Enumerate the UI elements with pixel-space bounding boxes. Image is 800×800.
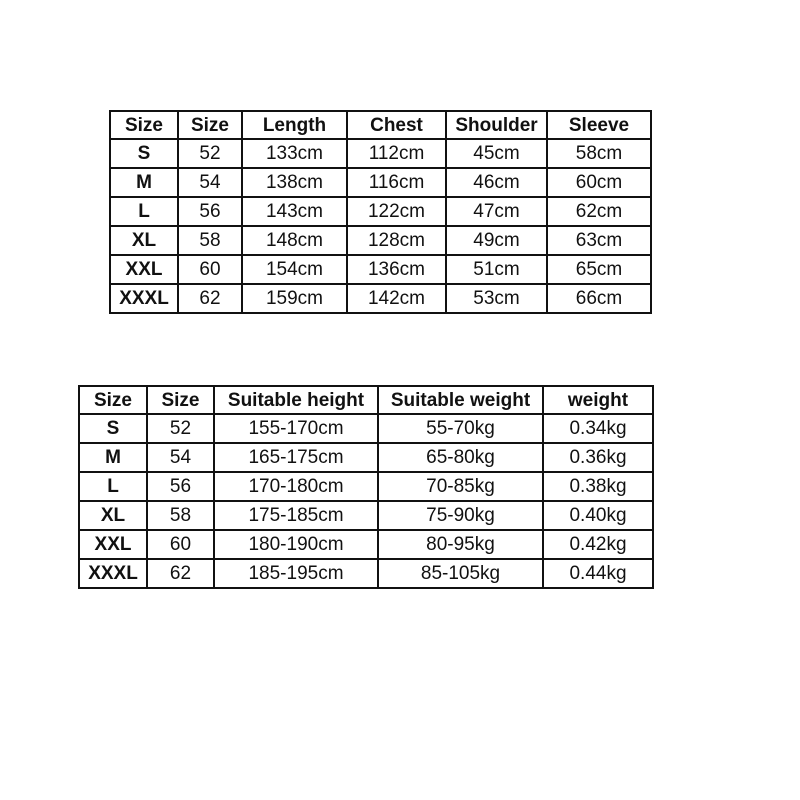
- table-cell: 51cm: [446, 255, 547, 284]
- header-cell: Size: [178, 111, 242, 139]
- size-label-cell: XXL: [110, 255, 178, 284]
- size-label-cell: XXXL: [110, 284, 178, 313]
- table-row: [110, 139, 651, 168]
- table-cell: 60cm: [547, 168, 651, 197]
- table-cell: 143cm: [242, 197, 347, 226]
- table-cell: 56: [147, 472, 214, 501]
- header-cell: Chest: [347, 111, 446, 139]
- table-cell: 54: [147, 443, 214, 472]
- table-cell: 0.42kg: [543, 530, 653, 559]
- table-cell: 138cm: [242, 168, 347, 197]
- table-cell: 180-190cm: [214, 530, 378, 559]
- table-cell: 116cm: [347, 168, 446, 197]
- table-cell: 0.40kg: [543, 501, 653, 530]
- size-label-cell: M: [79, 443, 147, 472]
- header-cell: Suitable weight: [378, 386, 543, 414]
- table-cell: 128cm: [347, 226, 446, 255]
- table-row: [110, 168, 651, 197]
- header-cell: Size: [147, 386, 214, 414]
- table-cell: 46cm: [446, 168, 547, 197]
- header-cell: Size: [110, 111, 178, 139]
- size-label-cell: XL: [79, 501, 147, 530]
- table-cell: 0.36kg: [543, 443, 653, 472]
- table-cell: 63cm: [547, 226, 651, 255]
- table-cell: 0.38kg: [543, 472, 653, 501]
- table-row: [79, 530, 653, 559]
- header-cell: Suitable height: [214, 386, 378, 414]
- table-cell: 112cm: [347, 139, 446, 168]
- table-header-row: [110, 111, 651, 139]
- table-cell: 70-85kg: [378, 472, 543, 501]
- table-header-row: [79, 386, 653, 414]
- table-cell: 62: [147, 559, 214, 588]
- table-cell: 170-180cm: [214, 472, 378, 501]
- table-cell: 53cm: [446, 284, 547, 313]
- table-cell: 62: [178, 284, 242, 313]
- table-cell: 52: [178, 139, 242, 168]
- table-row: [79, 414, 653, 443]
- size-label-cell: M: [110, 168, 178, 197]
- size-label-cell: L: [110, 197, 178, 226]
- table-cell: 58: [147, 501, 214, 530]
- table-row: [79, 443, 653, 472]
- size-label-cell: L: [79, 472, 147, 501]
- table-cell: 80-95kg: [378, 530, 543, 559]
- size-label-cell: S: [79, 414, 147, 443]
- table-cell: 54: [178, 168, 242, 197]
- size-label-cell: S: [110, 139, 178, 168]
- table-row: [79, 501, 653, 530]
- header-cell: Size: [79, 386, 147, 414]
- table-cell: 75-90kg: [378, 501, 543, 530]
- header-cell: Length: [242, 111, 347, 139]
- header-cell: weight: [543, 386, 653, 414]
- table-cell: 56: [178, 197, 242, 226]
- header-cell: Sleeve: [547, 111, 651, 139]
- table-cell: 49cm: [446, 226, 547, 255]
- table-row: [110, 284, 651, 313]
- table-row: [110, 197, 651, 226]
- table-cell: 47cm: [446, 197, 547, 226]
- measurements-table: [109, 110, 652, 314]
- table-cell: 155-170cm: [214, 414, 378, 443]
- table-cell: 0.44kg: [543, 559, 653, 588]
- table-cell: 165-175cm: [214, 443, 378, 472]
- table-cell: 185-195cm: [214, 559, 378, 588]
- table-cell: 85-105kg: [378, 559, 543, 588]
- table-row: [110, 226, 651, 255]
- table-cell: 58cm: [547, 139, 651, 168]
- size-label-cell: XXL: [79, 530, 147, 559]
- table-row: [110, 255, 651, 284]
- table-cell: 65cm: [547, 255, 651, 284]
- table-cell: 136cm: [347, 255, 446, 284]
- table-cell: 122cm: [347, 197, 446, 226]
- table-cell: 60: [178, 255, 242, 284]
- table-row: [79, 559, 653, 588]
- table-cell: 62cm: [547, 197, 651, 226]
- size-label-cell: XXXL: [79, 559, 147, 588]
- table-cell: 0.34kg: [543, 414, 653, 443]
- table-cell: 58: [178, 226, 242, 255]
- fit-table: [78, 385, 654, 589]
- table-cell: 52: [147, 414, 214, 443]
- table-cell: 66cm: [547, 284, 651, 313]
- table-cell: 154cm: [242, 255, 347, 284]
- table-cell: 55-70kg: [378, 414, 543, 443]
- size-label-cell: XL: [110, 226, 178, 255]
- table-cell: 60: [147, 530, 214, 559]
- table-cell: 45cm: [446, 139, 547, 168]
- table-cell: 175-185cm: [214, 501, 378, 530]
- table-cell: 148cm: [242, 226, 347, 255]
- table-cell: 65-80kg: [378, 443, 543, 472]
- table-cell: 133cm: [242, 139, 347, 168]
- header-cell: Shoulder: [446, 111, 547, 139]
- table-cell: 159cm: [242, 284, 347, 313]
- table-row: [79, 472, 653, 501]
- table-cell: 142cm: [347, 284, 446, 313]
